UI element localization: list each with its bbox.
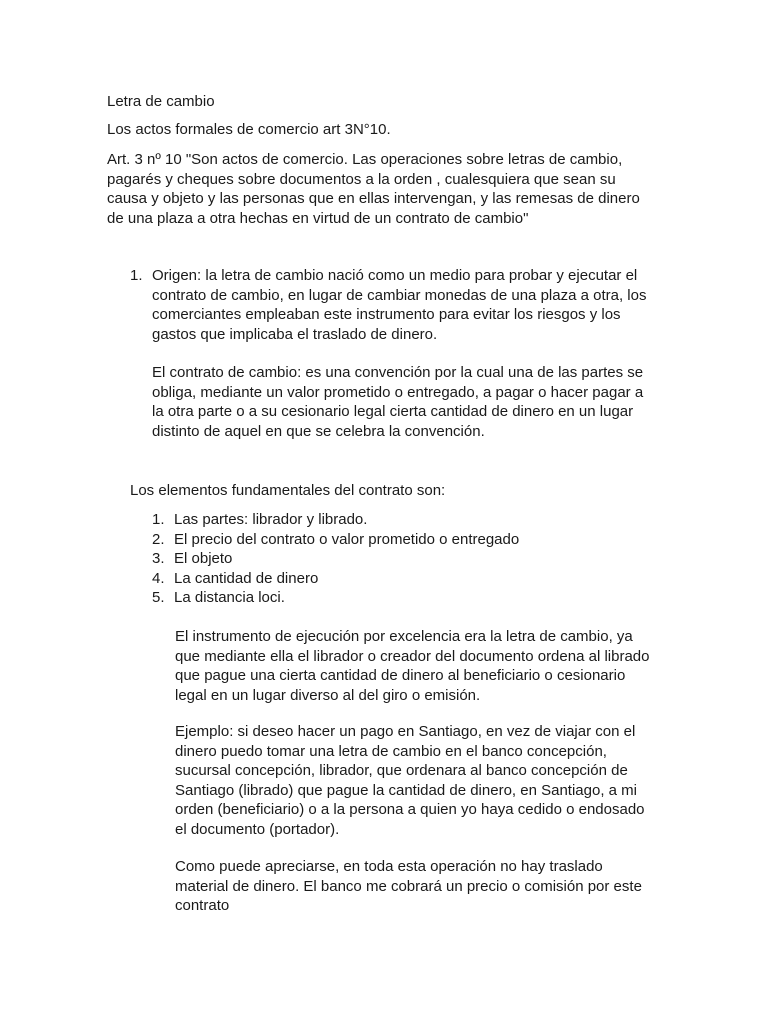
instrument-paragraph: El instrumento de ejecución por excelencia era la letra de cambio, ya que mediante ella el librador o creador del documento ordena al librado que pague una cierta cantidad de dinero al beneficiario o cesionario legal en un lugar diverso al del giro o emisión. xyxy=(175,628,650,704)
list-item-label: Las partes: librador y librado. xyxy=(174,511,368,528)
elements-intro: Los elementos fundamentales del contrato son: xyxy=(130,482,446,499)
list-item-number: 1. xyxy=(152,511,165,528)
document-title: Letra de cambio xyxy=(107,93,215,110)
list-item-label: La distancia loci. xyxy=(174,589,285,607)
article-quote: Art. 3 nº 10 "Son actos de comercio. Las operaciones sobre letras de cambio, pagarés y cheques sobre documentos a la orden , cualesquiera que sean su causa y objeto y las personas que en ellas intervengan, y las remesas de dinero de una plaza a otra hechas en virtud de un contrato de cambio" xyxy=(107,151,640,227)
origin-list-number: 1. xyxy=(130,267,143,284)
list-item xyxy=(152,530,652,550)
list-item-number: 4. xyxy=(152,569,165,587)
list-item-number: 3. xyxy=(152,550,165,568)
list-item xyxy=(152,549,652,569)
list-item-label: El precio del contrato o valor prometido o entregado xyxy=(174,530,520,548)
elements-list xyxy=(152,510,652,608)
example-paragraph: Ejemplo: si deseo hacer un pago en Santiago, en vez de viajar con el dinero puedo tomar una letra de cambio en el banco concepción, sucursal concepción, librador, que ordenara al banco concepción de Santiago (librado) que pague la cantidad de dinero, en Santiago, a mi orden (beneficiario) o a la persona a quien yo haya cedido o endosado el documento (portador). xyxy=(175,723,645,838)
list-item-number: 2. xyxy=(152,530,165,548)
list-item xyxy=(152,510,652,530)
contract-definition-paragraph: El contrato de cambio: es una convención por la cual una de las partes se obliga, mediante un valor prometido o entregado, a pagar o hacer pagar a la otra parte o a su cesionario legal cierta cantidad de dinero en un lugar distinto de aquel en que se celebra la convención. xyxy=(152,364,644,440)
list-item xyxy=(152,569,652,589)
origin-paragraph: Origen: la letra de cambio nació como un medio para probar y ejecutar el contrato de cambio, en lugar de cambiar monedas de una plaza a otra, los comerciantes empleaban este instrumento para evitar los riesgos y los gastos que implicaba el traslado de dinero. xyxy=(152,267,647,343)
conclusion-paragraph: Como puede apreciarse, en toda esta operación no hay traslado material de dinero. El banco me cobrará un precio o comisión por este contrato xyxy=(175,858,642,915)
list-item-label: La cantidad de dinero xyxy=(174,569,319,587)
document-subtitle: Los actos formales de comercio art 3N°10. xyxy=(107,121,391,138)
list-item-number: 5. xyxy=(152,589,165,607)
list-item-label: El objeto xyxy=(174,550,233,568)
list-item xyxy=(152,588,652,608)
